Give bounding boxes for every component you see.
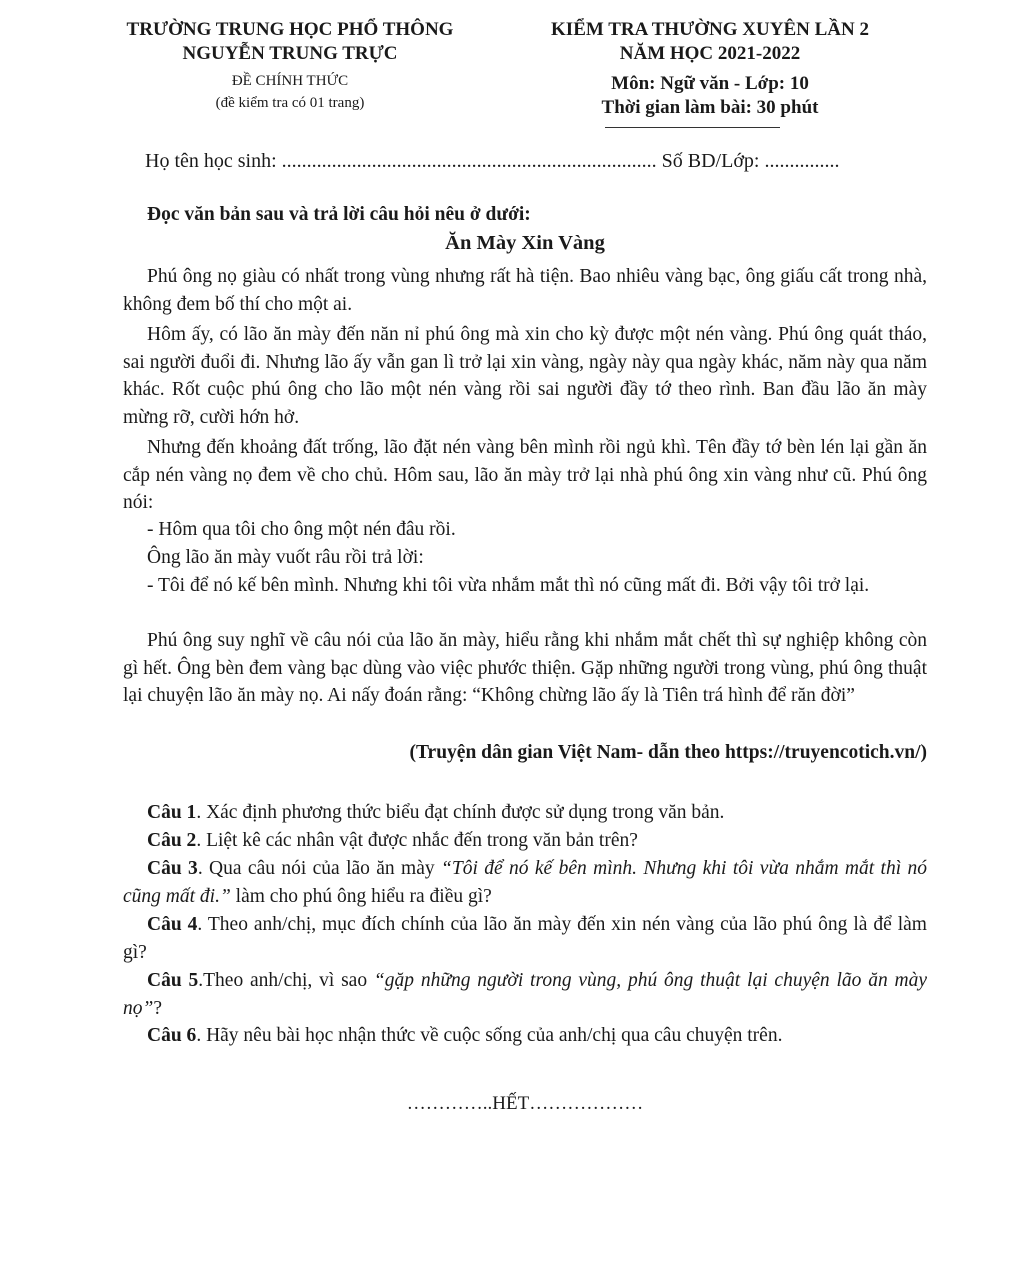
question-text-after: làm cho phú ông hiểu ra điều gì? [230, 885, 492, 907]
story-paragraph-2: Hôm ấy, có lão ăn mày đến năn nỉ phú ông mà xin cho kỳ được một nén vàng. Phú ông quát tháo, sai người đuổi đi. Nhưng lão ấy vẫn gan lì trở lại xin vàng, ngày này qua ngày khác, năm này qua năm khác. Rốt cuộc phú ông cho lão một nén vàng rồi sai người đầy tớ theo rình. Ban đầu lão ăn mày mừng rỡ, cười hớn hở. [123, 324, 927, 428]
subject-line: Môn: Ngữ văn - Lớp: 10 [611, 73, 809, 94]
school-name-line2: NGUYỄN TRUNG TRỰC [182, 43, 398, 64]
header-divider [605, 127, 780, 128]
question-1 [123, 799, 927, 827]
question-text: . Liệt kê các nhân vật được nhắc đến trong văn bản trên? [196, 830, 638, 851]
student-info-line: Họ tên học sinh: ........................................................................... Số BD/Lớp: ............... [145, 150, 840, 172]
official-label: ĐỀ CHÍNH THỨC [231, 73, 349, 89]
story-source: (Truyện dân gian Việt Nam- dẫn theo https://truyencotich.vn/) [409, 742, 927, 763]
question-text-after: ? [153, 997, 163, 1019]
question-6 [123, 1022, 927, 1050]
school-name-line1: TRƯỜNG TRUNG HỌC PHỔ THÔNG [126, 19, 454, 40]
question-quote: “gặp những người trong vùng, phú ông thuật lại chuyện lão ăn mày nọ” [123, 970, 928, 1019]
question-label: Câu 4 [147, 914, 198, 935]
story-paragraph-7: Phú ông suy nghĩ về câu nói của lão ăn mày, hiểu rằng khi nhắm mắt chết thì sự nghiệp không còn gì hết. Ông bèn đem vàng bạc dùng vào việc phước thiện. Gặp những người trong vùng, phú ông thuật lại chuyện lão ăn mày nọ. Ai nấy đoán rằng: “Không chừng lão ấy là Tiên trá hình để răn đời” [123, 630, 927, 706]
question-label: Câu 2 [147, 830, 197, 851]
question-quote: “Tôi để nó kế bên mình. Nhưng khi tôi vừa nhắm mắt thì nó cũng mất đi.” [123, 858, 927, 907]
end-marker: …………..HẾT……………… [406, 1093, 644, 1114]
question-text: .Theo anh/chị, vì sao [198, 970, 374, 991]
question-text: . Qua câu nói của lão ăn mày [197, 858, 442, 879]
question-3 [123, 855, 927, 910]
question-label: Câu 3 [147, 858, 198, 879]
time-line: Thời gian làm bài: 30 phút [601, 97, 819, 118]
exam-block [520, 18, 900, 120]
question-text: . Xác định phương thức biểu đạt chính được sử dụng trong văn bản. [196, 802, 725, 823]
exam-title-line2: NĂM HỌC 2021-2022 [619, 43, 801, 64]
question-text: . Hãy nêu bài học nhận thức về cuộc sống của anh/chị qua câu chuyện trên. [196, 1025, 783, 1046]
question-text: . Theo anh/chị, mục đích chính của lão ăn mày đến xin nén vàng của lão phú ông là để làm gì? [123, 914, 927, 963]
story-paragraph-6: - Tôi để nó kế bên mình. Nhưng khi tôi vừa nhắm mắt thì nó cũng mất đi. Bởi vậy tôi trở lại. [147, 575, 870, 596]
question-4 [123, 911, 927, 966]
question-label: Câu 1 [147, 802, 197, 823]
question-label: Câu 5 [147, 970, 199, 991]
question-label: Câu 6 [147, 1025, 197, 1046]
question-2 [123, 827, 927, 855]
story-title: Ăn Mày Xin Vàng [445, 232, 605, 254]
story-paragraph-4: - Hôm qua tôi cho ông một nén đâu rồi. [147, 519, 456, 540]
story-paragraph-3: Nhưng đến khoảng đất trống, lão đặt nén vàng bên mình rồi ngủ khì. Tên đầy tớ bèn lén lại gần ăn cắp nén vàng nọ đem về cho chủ. Hôm sau, lão ăn mày trở lại nhà phú ông xin vàng như cũ. Phú ông nói: [123, 437, 927, 513]
question-5 [123, 967, 927, 1022]
exam-title-line1: KIỂM TRA THƯỜNG XUYÊN LẦN 2 [551, 19, 869, 40]
story-paragraph-1: Phú ông nọ giàu có nhất trong vùng nhưng rất hà tiện. Bao nhiêu vàng bạc, ông giấu cất trong nhà, không đem bố thí cho một ai. [123, 266, 927, 315]
school-block [105, 18, 475, 114]
story-paragraph-5: Ông lão ăn mày vuốt râu rồi trả lời: [147, 547, 424, 568]
pages-note: (đề kiểm tra có 01 trang) [215, 95, 365, 111]
instruction: Đọc văn bản sau và trả lời câu hỏi nêu ở dưới: [147, 204, 531, 225]
